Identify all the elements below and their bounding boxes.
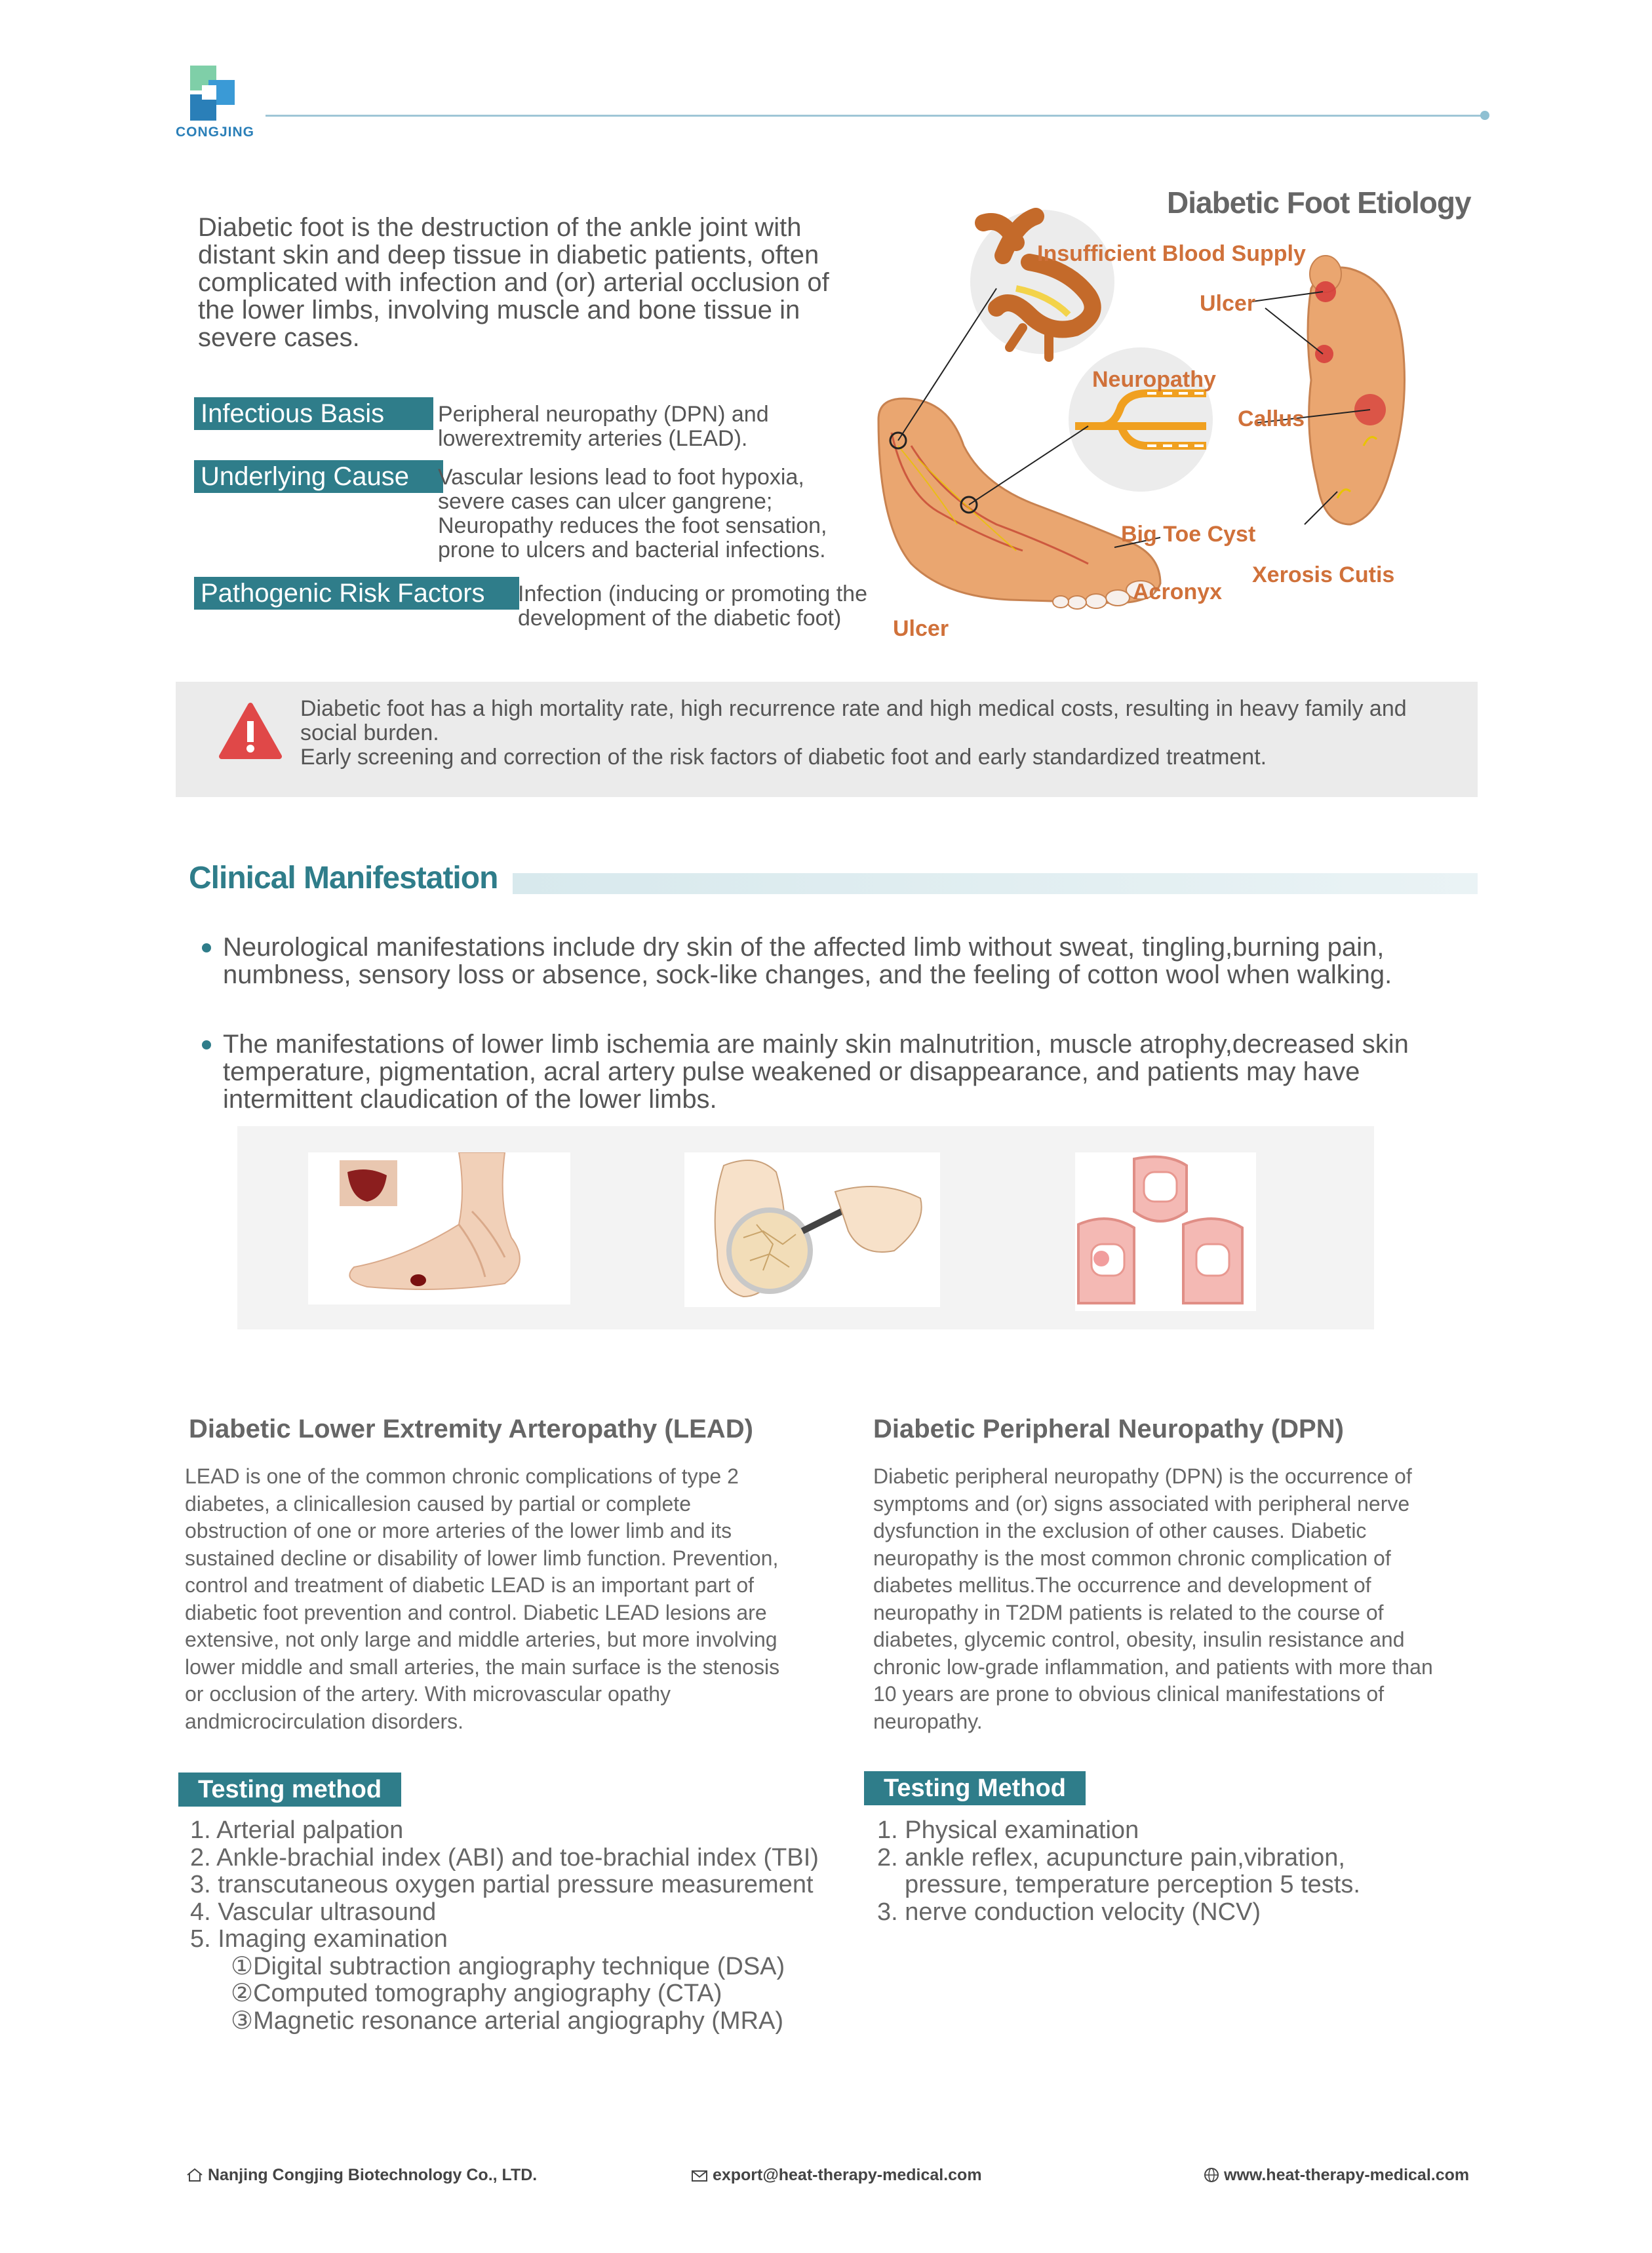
label-insufficient-blood: Insufficient Blood Supply <box>1037 241 1306 266</box>
home-icon <box>186 2166 208 2184</box>
dry-skin-magnifier-image <box>684 1152 940 1307</box>
header-divider-dot <box>1480 111 1489 120</box>
lead-item-3: 3. transcutaneous oxygen partial pressure measurement <box>190 1871 814 1898</box>
tag-underlying-cause: Underlying Cause <box>194 460 443 493</box>
dpn-testing-label: Testing Method <box>864 1771 1086 1805</box>
dpn-item-2: 2. ankle reflex, acupuncture pain,vibration, <box>877 1843 1345 1871</box>
footer-website-text[interactable]: www.heat-therapy-medical.com <box>1223 2166 1470 2184</box>
bullet-dot <box>202 1040 211 1049</box>
mail-icon <box>691 2166 713 2184</box>
globe-icon <box>1204 2166 1224 2184</box>
label-acronyx: Acronyx <box>1133 579 1223 604</box>
footer-email[interactable] <box>691 2166 982 2185</box>
bullet-dot <box>202 943 211 952</box>
clinical-title-bar <box>513 873 1478 894</box>
lead-item-4: 4. Vascular ultrasound <box>190 1898 437 1926</box>
lead-title: Diabetic Lower Extremity Arteropathy (LEAD) <box>189 1415 753 1443</box>
foot-ulcer-image <box>308 1152 570 1304</box>
clinical-bullet-1: Neurological manifestations include dry skin of the affected limb without sweat, tingling,burning pain, numbness, sensory loss or absence, sock-like changes, and the feeling of cotton wool when walking. <box>223 933 1392 989</box>
lead-item-5b: ②Computed tomography angiography (CTA) <box>231 1980 722 2007</box>
footer-company-text: Nanjing Congjing Biotechnology Co., LTD. <box>207 2166 538 2184</box>
clinical-title: Clinical Manifestation <box>189 861 498 895</box>
etiology-title: Diabetic Foot Etiology <box>1167 186 1471 220</box>
warning-line-1: Diabetic foot has a high mortality rate, high recurrence rate and high medical costs, resulting in heavy family and social burden. <box>300 696 1407 745</box>
header-divider <box>266 115 1485 117</box>
tag-infectious-basis: Infectious Basis <box>194 397 433 430</box>
lead-body: LEAD is one of the common chronic complications of type 2 diabetes, a clinicallesion caused by partial or complete obstruction of one or more arteries of the lower limb and its sustained decline or disability of lower limb function. Prevention, control and treatment of diabetic LEAD is an important part of diabetic foot prevention and control. Diabetic LEAD lesions are extensive, not only large and middle arteries, but more involving lower middle and small arteries, the main surface is the stenosis or occlusion of the artery. With microvascular opathy andmicrocirculation disorders. <box>185 1464 780 1733</box>
label-ulcer-bottom: Ulcer <box>893 616 949 641</box>
dpn-testing-list <box>877 1817 1467 1926</box>
dpn-item-1: 1. Physical examination <box>877 1816 1139 1844</box>
warning-line-2: Early screening and correction of the risk factors of diabetic foot and early standardized treatment. <box>300 745 1267 770</box>
ingrown-nail-image <box>1075 1152 1256 1311</box>
dpn-body: Diabetic peripheral neuropathy (DPN) is the occurrence of symptoms and (or) signs associated with peripheral nerve dysfunction in the exclusion of other causes. Diabetic neuropathy is the most common chronic complication of diabetes mellitus.The occurrence and development of neuropathy in T2DM patients is related to the course of diabetes, glycemic control, obesity, insulin resistance and chronic low-grade inflammation, and patients with more than 10 years are prone to obvious clinical manifestations of neuropathy. <box>873 1464 1433 1733</box>
warning-text <box>300 697 1467 770</box>
warning-icon <box>219 701 282 764</box>
label-ulcer-top: Ulcer <box>1200 291 1256 316</box>
footer-company <box>186 2166 537 2185</box>
lead-item-2: 2. Ankle-brachial index (ABI) and toe-brachial index (TBI) <box>190 1843 819 1871</box>
logo-icon <box>190 66 236 125</box>
footer-email-text[interactable]: export@heat-therapy-medical.com <box>712 2166 982 2184</box>
lead-item-5: 5. Imaging examination <box>190 1925 448 1953</box>
lead-testing-list <box>190 1817 833 2035</box>
label-callus: Callus <box>1238 406 1305 431</box>
dpn-item-2-cont: pressure, temperature perception 5 tests. <box>905 1871 1360 1898</box>
label-xerosis-cutis: Xerosis Cutis <box>1252 562 1395 587</box>
tag-pathogenic-risk: Pathogenic Risk Factors <box>194 577 519 610</box>
dpn-item-3: 3. nerve conduction velocity (NCV) <box>877 1898 1261 1926</box>
clinical-bullet-2: The manifestations of lower limb ischemia are mainly skin malnutrition, muscle atrophy,decreased skin temperature, pigmentation, acral artery pulse weakened or disappearance, and patients may have intermittent claudication of the lower limbs. <box>223 1030 1409 1114</box>
lead-testing-label: Testing method <box>178 1773 401 1807</box>
label-neuropathy: Neuropathy <box>1092 367 1216 392</box>
dpn-title: Diabetic Peripheral Neuropathy (DPN) <box>873 1415 1344 1443</box>
label-big-toe-cyst: Big Toe Cyst <box>1121 522 1256 547</box>
footer-website[interactable] <box>1204 2166 1469 2185</box>
desc-pathogenic-risk: Infection (inducing or promoting the development of the diabetic foot) <box>518 581 867 631</box>
desc-infectious-basis: Peripheral neuropathy (DPN) and lowerextremity arteries (LEAD). <box>438 402 769 451</box>
lead-item-1: 1. Arterial palpation <box>190 1816 404 1844</box>
lead-item-5c: ③Magnetic resonance arterial angiography (MRA) <box>231 2007 784 2035</box>
lead-item-5a: ①Digital subtraction angiography technique (DSA) <box>231 1952 785 1980</box>
intro-paragraph: Diabetic foot is the destruction of the ankle joint with distant skin and deep tissue in diabetic patients, often complicated with infection and (or) arterial occlusion of the lower limbs, involving muscle and bone tissue in severe cases. <box>198 213 829 352</box>
logo-text: CONGJING <box>176 125 255 140</box>
desc-underlying-cause: Vascular lesions lead to foot hypoxia, severe cases can ulcer gangrene; Neuropathy reduces the foot sensation, prone to ulcers and bacterial infections. <box>438 465 827 562</box>
